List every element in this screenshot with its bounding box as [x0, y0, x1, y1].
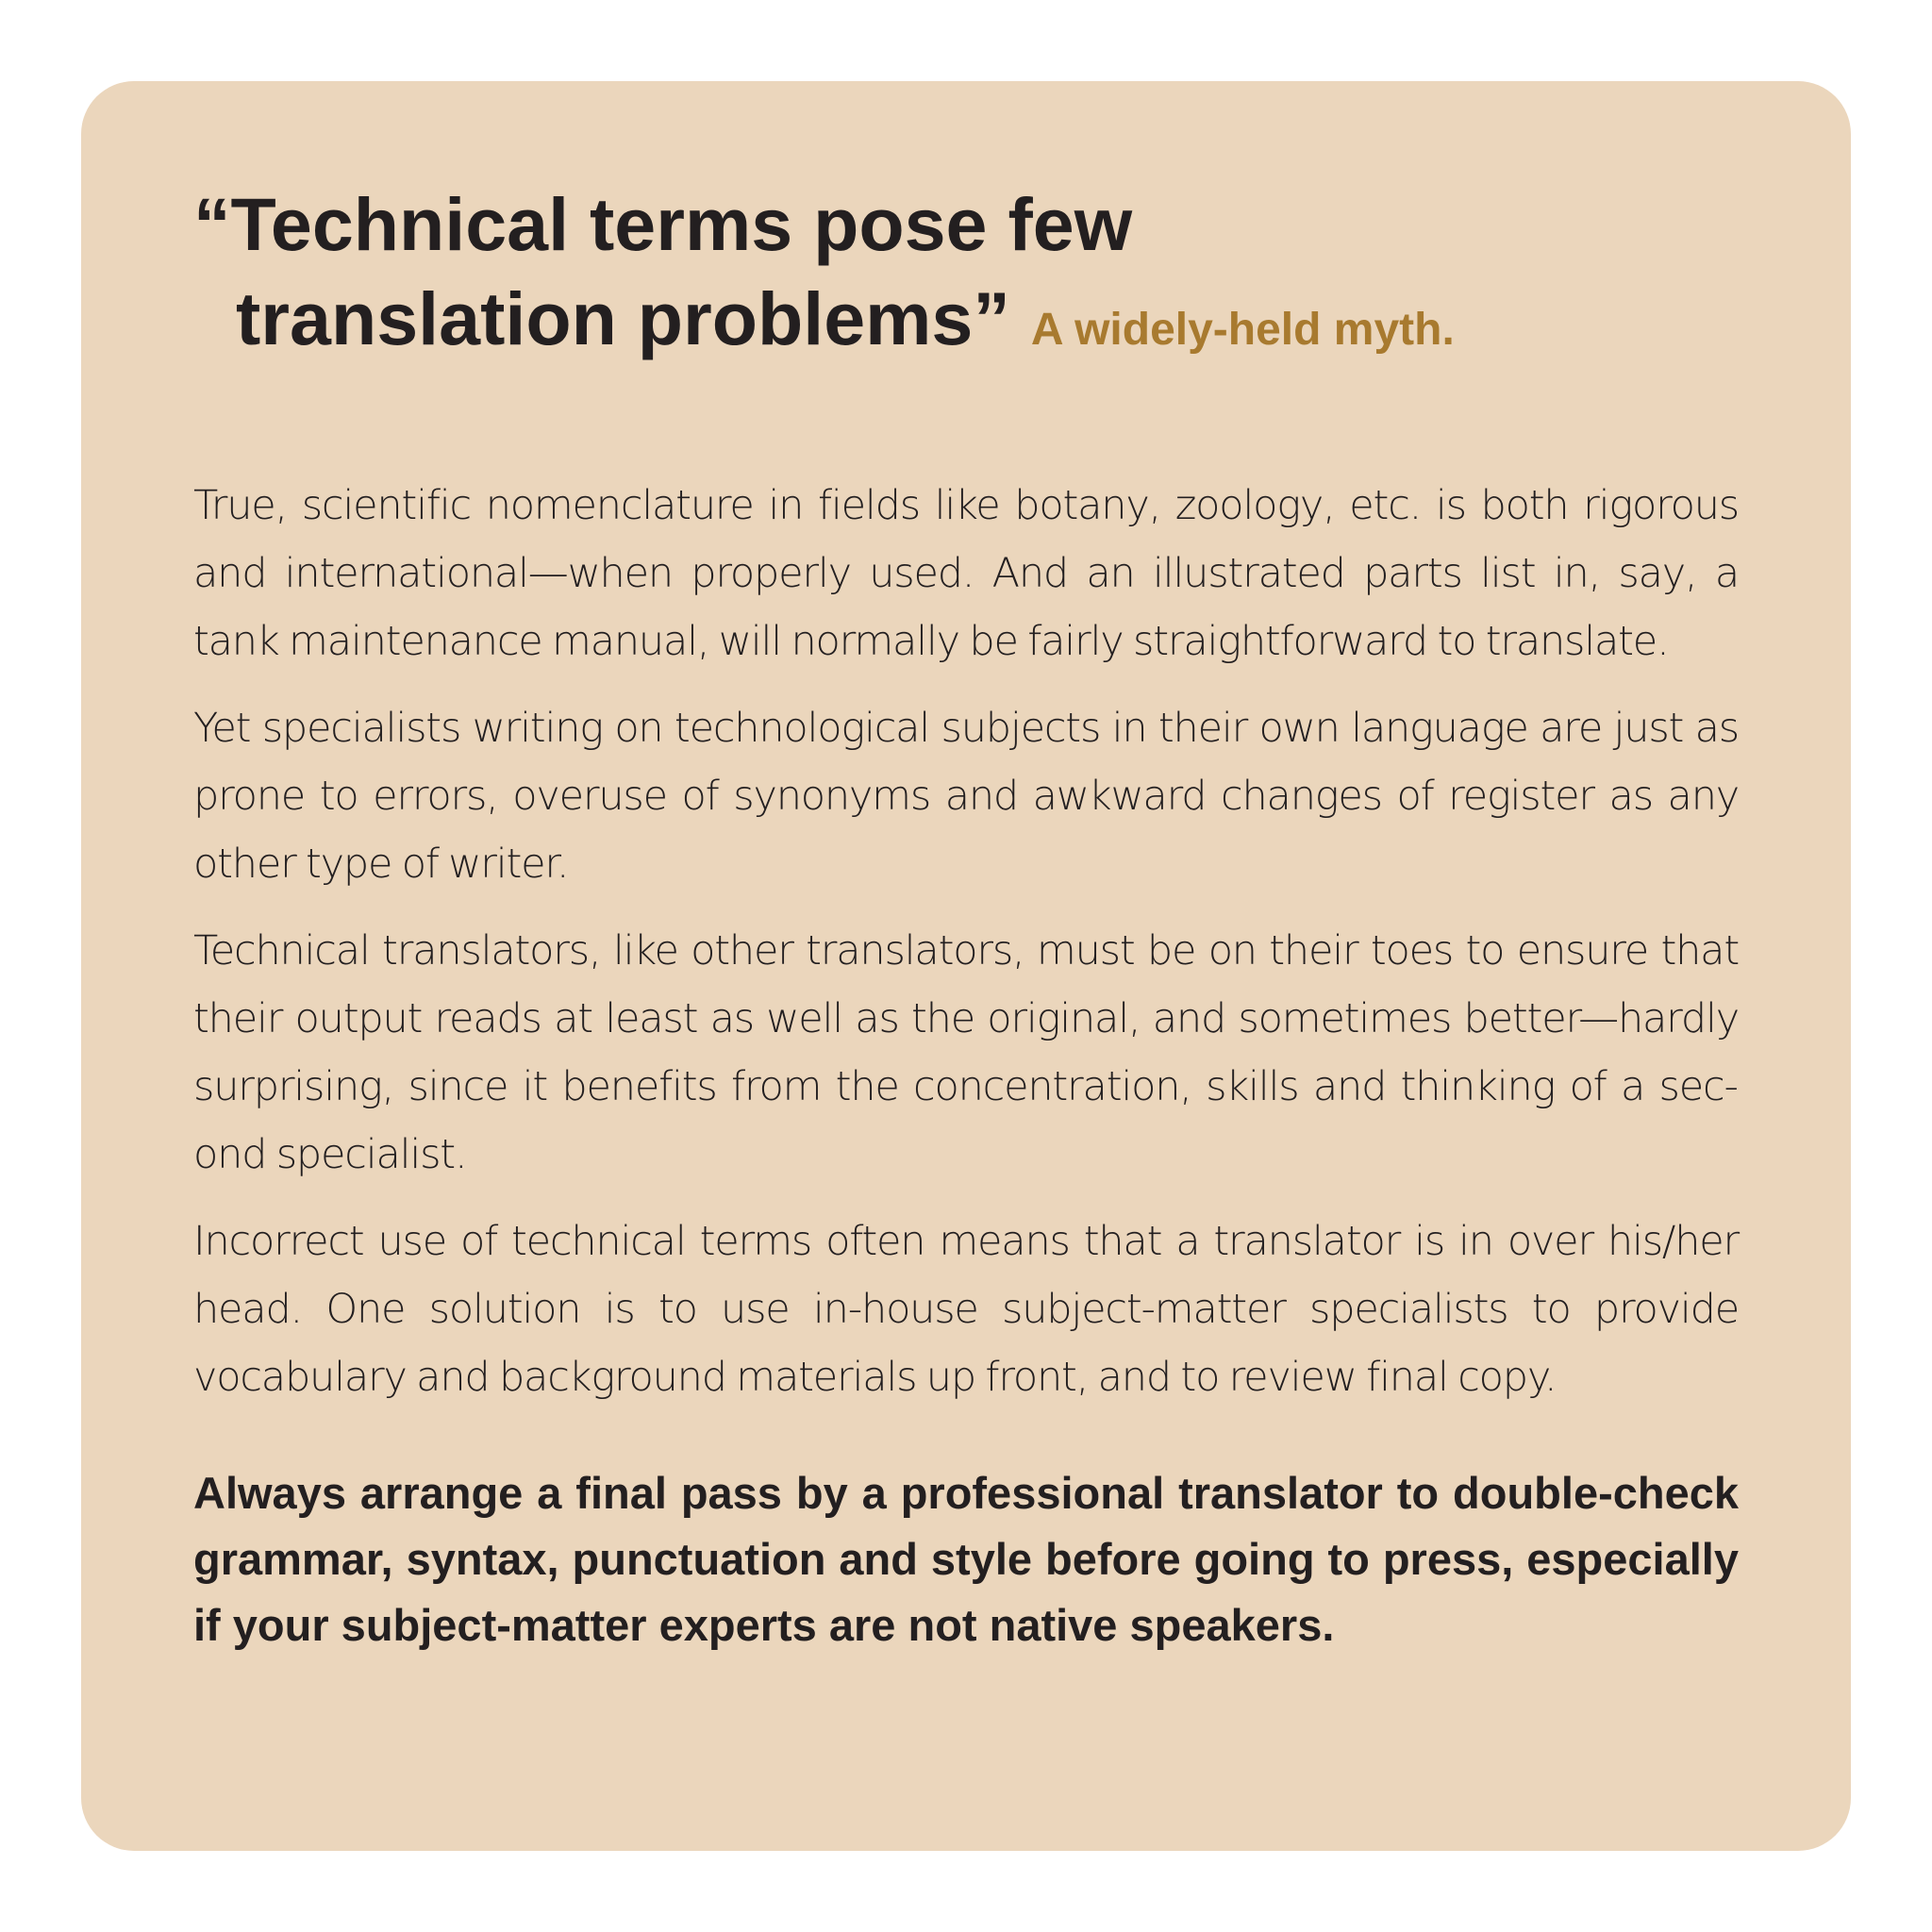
body-paragraph-1: True, scientific nomenclature in fields like botany, zoology, etc. is both rigorous and international—when properly used. And an illustrated parts list in, say, a tank maintenance manual, will normally be fairly straightforward to translate.	[193, 482, 1739, 665]
headline-line-2: translation problems”	[236, 276, 1010, 360]
tagline: A widely-held myth.	[1030, 305, 1455, 355]
body-text	[193, 472, 1739, 1430]
body-paragraph-3: Technical translators, like other translators, must be on their toes to ensure that their output reads at least as well as the original, and sometimes better—hardly surprising, since it benefits from the concentration, skills and thinking of a second specialist.	[193, 927, 1739, 1178]
headline	[193, 177, 1750, 377]
headline-line-1: “Technical terms pose few	[193, 182, 1133, 266]
body-paragraph-2: Yet specialists writing on technological subjects in their own language are just as prone to errors, overuse of synonyms and awkward changes of register as any other type of writer.	[193, 705, 1739, 888]
headline-line-2-wrapper	[193, 272, 1750, 377]
callout-advice: Always arrange a final pass by a professional translator to double-check grammar, syntax, punctuation and style before going to press, especially if your subject-matter experts are not native speakers.	[193, 1468, 1739, 1650]
body-paragraph-4: Incorrect use of technical terms often means that a translator is in over his/her head. One solution is to use in-house subject-matter specialists to provide vocabulary and background materials up front, and to review final copy.	[193, 1218, 1739, 1401]
